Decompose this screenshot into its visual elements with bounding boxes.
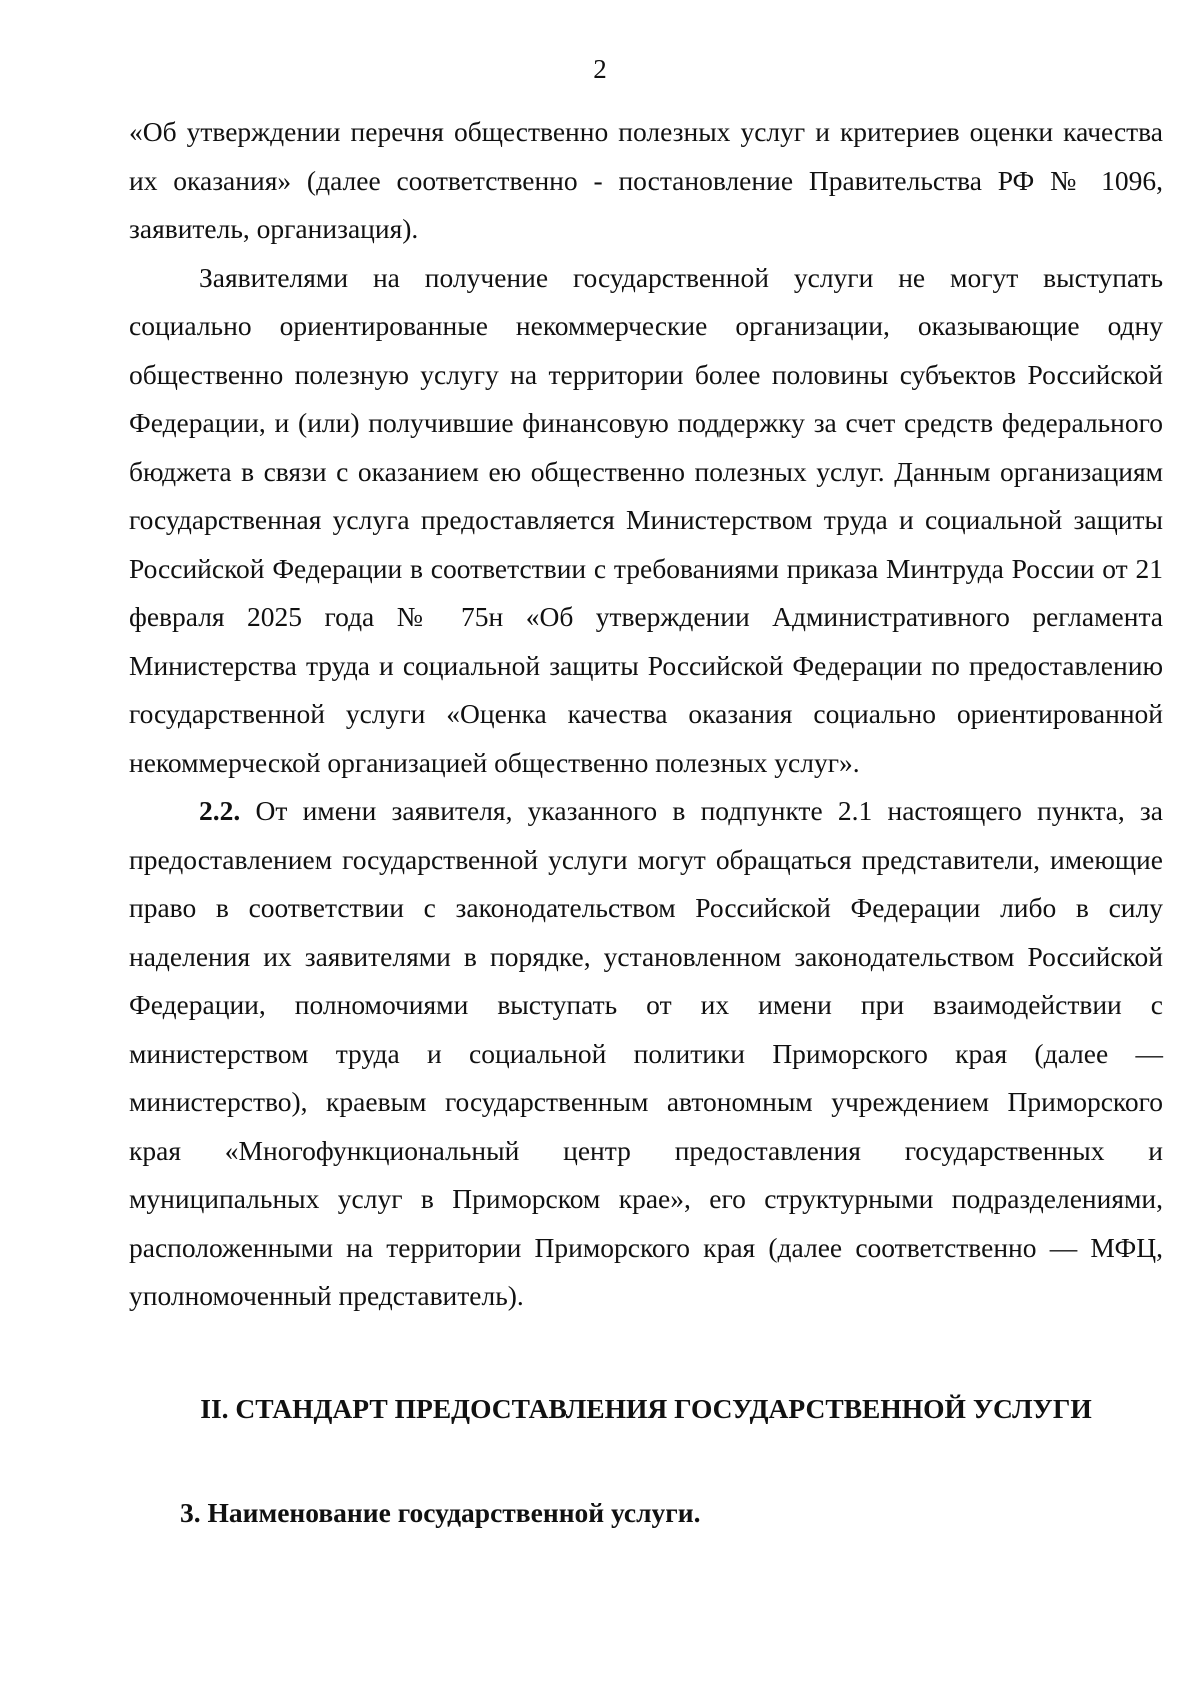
page-number: 2	[593, 54, 607, 84]
paragraph-continuation: «Об утверждении перечня общественно полезных услуг и критериев оценки качества их оказания» (далее соответственно - постановление Правительства РФ № 1096, заявитель, организация).	[129, 116, 1163, 244]
paragraph-2-2	[129, 787, 1163, 1321]
subsection-heading: 3. Наименование государственной услуги.	[180, 1496, 701, 1528]
paragraph-applicants: Заявителями на получение государственной услуги не могут выступать социально ориентированные некоммерческие организации, оказывающие одну общественно полезную услугу на территории более половины субъектов Российской Федерации, и (или) получившие финансовую поддержку за счет средств федерального бюджета в связи с оказанием ею общественно полезных услуг. Данным организациям государственная услуга предоставляется Министерством труда и социальной защиты Российской Федерации в соответствии с требованиями приказа Минтруда России от 21 февраля 2025 года № 75н «Об утверждении Административного регламента Министерства труда и социальной защиты Российской Федерации по предоставлению государственной услуги «Оценка качества оказания социально ориентированной некоммерческой организацией общественно полезных услуг».	[129, 261, 1163, 778]
document-body	[129, 108, 1163, 1537]
paragraph-2-2-text: От имени заявителя, указанного в подпункте 2.1 настоящего пункта, за предоставлением государственной услуги могут обращаться представители, имеющие право в соответствии с законодательством Российской Федерации либо в силу наделения их заявителями в порядке, установленном законодательством Российской Федерации, полномочиями выступать от их имени при взаимодействии с министерством труда и социальной политики Приморского края (далее — министерство), краевым государственным автономным учреждением Приморского края «Многофункциональный центр предоставления государственных и муниципальных услуг в Приморском крае», его структурными подразделениями, расположенными на территории Приморского края (далее соответственно — МФЦ, уполномоченный представитель).	[129, 795, 1163, 1311]
section-heading: II. СТАНДАРТ ПРЕДОСТАВЛЕНИЯ ГОСУДАРСТВЕННОЙ УСЛУГИ	[200, 1392, 1092, 1424]
paragraph-number: 2.2.	[199, 795, 241, 826]
